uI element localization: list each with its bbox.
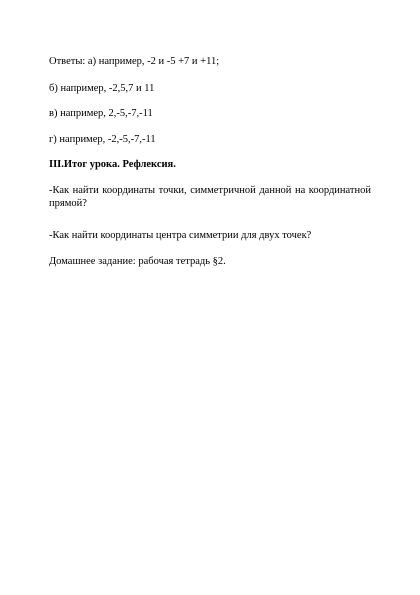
homework: Домашнее задание: рабочая тетрадь §2. bbox=[49, 256, 226, 267]
answer-a: Ответы: а) например, -2 и -5 +7 и +11; bbox=[49, 56, 220, 67]
section-heading: III.Итог урока. Рефлексия. bbox=[49, 159, 176, 170]
question-2: -Как найти координаты центра симметрии для двух точек? bbox=[49, 230, 312, 241]
answer-b: б) например, -2,5,7 и 11 bbox=[49, 83, 155, 94]
answer-c: в) например, 2,-5,-7,-11 bbox=[49, 108, 153, 119]
question-1: -Как найти координаты точки, симметричной данной на координатной прямой? bbox=[49, 185, 371, 209]
answer-d: г) например, -2,-5,-7,-11 bbox=[49, 134, 156, 145]
